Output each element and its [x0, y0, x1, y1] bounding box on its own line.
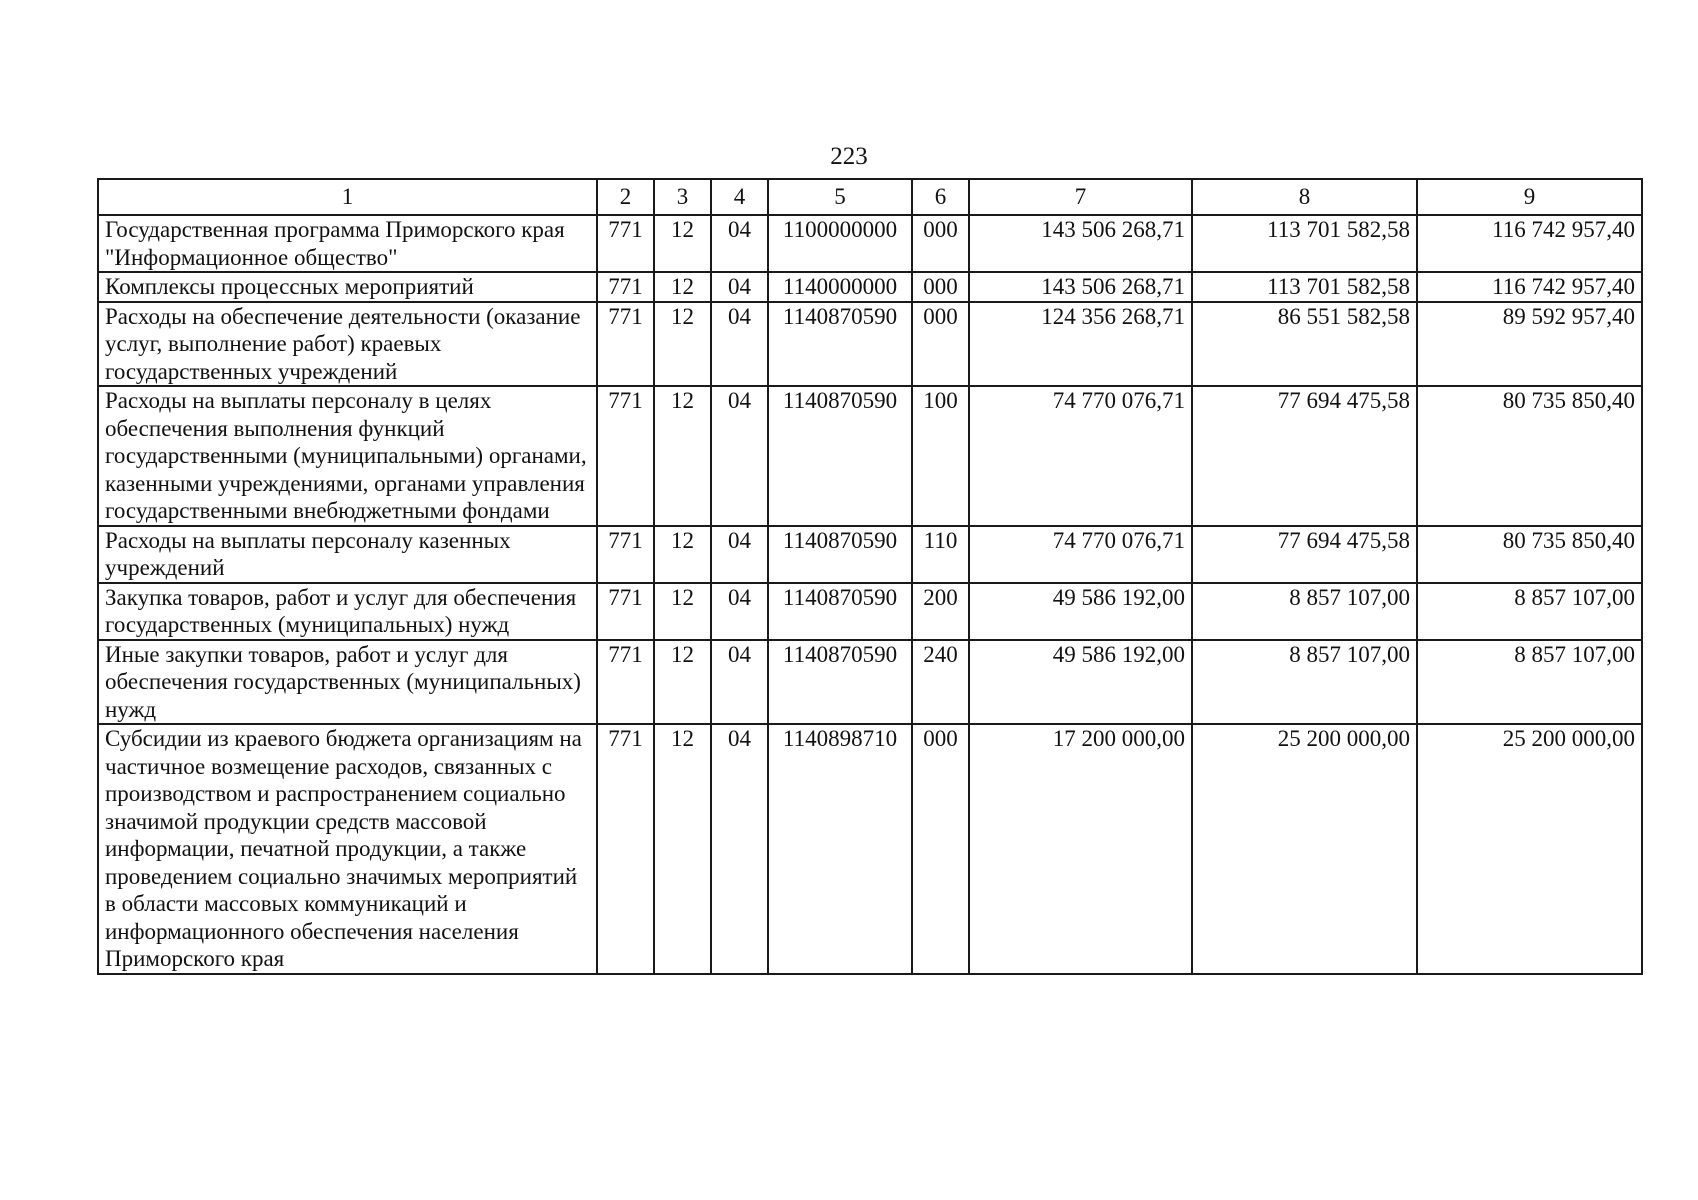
cell-col-5: 1140870590 — [768, 640, 912, 725]
cell-col-6: 240 — [912, 640, 969, 725]
cell-col-3: 12 — [654, 583, 711, 640]
table-row — [98, 724, 1642, 974]
cell-col-4: 04 — [711, 583, 768, 640]
cell-col-8: 8 857 107,00 — [1192, 583, 1417, 640]
cell-col-4: 04 — [711, 526, 768, 583]
row-name: Закупка товаров, работ и услуг для обеспечения государственных (муниципальных) нужд — [98, 583, 597, 640]
cell-col-7: 124 356 268,71 — [969, 302, 1192, 387]
cell-col-8: 25 200 000,00 — [1192, 724, 1417, 974]
table-row — [98, 583, 1642, 640]
table-row — [98, 386, 1642, 526]
row-name: Расходы на обеспечение деятельности (оказание услуг, выполнение работ) краевых государственных учреждений — [98, 302, 597, 387]
cell-col-7: 49 586 192,00 — [969, 640, 1192, 725]
cell-col-4: 04 — [711, 386, 768, 526]
cell-col-6: 200 — [912, 583, 969, 640]
cell-col-7: 74 770 076,71 — [969, 386, 1192, 526]
cell-col-8: 77 694 475,58 — [1192, 386, 1417, 526]
budget-table — [97, 178, 1643, 975]
cell-col-3: 12 — [654, 386, 711, 526]
cell-col-6: 000 — [912, 215, 969, 272]
cell-col-7: 143 506 268,71 — [969, 272, 1192, 302]
cell-col-4: 04 — [711, 302, 768, 387]
table-row — [98, 272, 1642, 302]
cell-col-6: 000 — [912, 302, 969, 387]
cell-col-2: 771 — [597, 302, 654, 387]
cell-col-8: 86 551 582,58 — [1192, 302, 1417, 387]
row-name: Расходы на выплаты персоналу в целях обеспечения выполнения функций государственными (муниципальными) органами, казенными учреждениями, органами управления государственными внебюджетными фондами — [98, 386, 597, 526]
cell-col-4: 04 — [711, 724, 768, 974]
cell-col-8: 77 694 475,58 — [1192, 526, 1417, 583]
cell-col-4: 04 — [711, 640, 768, 725]
cell-col-2: 771 — [597, 215, 654, 272]
row-name: Расходы на выплаты персоналу казенных учреждений — [98, 526, 597, 583]
header-col-9: 9 — [1417, 179, 1642, 215]
header-col-6: 6 — [912, 179, 969, 215]
cell-col-5: 1140898710 — [768, 724, 912, 974]
cell-col-3: 12 — [654, 302, 711, 387]
cell-col-7: 49 586 192,00 — [969, 583, 1192, 640]
row-name: Иные закупки товаров, работ и услуг для обеспечения государственных (муниципальных) нужд — [98, 640, 597, 725]
cell-col-3: 12 — [654, 272, 711, 302]
header-row — [98, 179, 1642, 215]
cell-col-8: 113 701 582,58 — [1192, 272, 1417, 302]
cell-col-5: 1140870590 — [768, 386, 912, 526]
cell-col-2: 771 — [597, 526, 654, 583]
cell-col-6: 000 — [912, 272, 969, 302]
cell-col-5: 1100000000 — [768, 215, 912, 272]
cell-col-7: 74 770 076,71 — [969, 526, 1192, 583]
table-row — [98, 640, 1642, 725]
cell-col-9: 25 200 000,00 — [1417, 724, 1642, 974]
row-name: Субсидии из краевого бюджета организациям на частичное возмещение расходов, связанных с производством и распространением социально значимой продукции средств массовой информации, печатной продукции, а также проведением социально значимых мероприятий в области массовых коммуникаций и информационного обеспечения населения Приморского края — [98, 724, 597, 974]
cell-col-2: 771 — [597, 272, 654, 302]
cell-col-2: 771 — [597, 724, 654, 974]
cell-col-3: 12 — [654, 526, 711, 583]
table-row — [98, 526, 1642, 583]
cell-col-9: 8 857 107,00 — [1417, 583, 1642, 640]
cell-col-5: 1140870590 — [768, 526, 912, 583]
cell-col-5: 1140870590 — [768, 302, 912, 387]
row-name: Государственная программа Приморского края "Информационное общество" — [98, 215, 597, 272]
cell-col-6: 100 — [912, 386, 969, 526]
cell-col-9: 116 742 957,40 — [1417, 272, 1642, 302]
header-col-7: 7 — [969, 179, 1192, 215]
cell-col-4: 04 — [711, 272, 768, 302]
header-col-5: 5 — [768, 179, 912, 215]
cell-col-3: 12 — [654, 724, 711, 974]
cell-col-9: 80 735 850,40 — [1417, 386, 1642, 526]
cell-col-7: 17 200 000,00 — [969, 724, 1192, 974]
page-number: 223 — [830, 143, 868, 170]
cell-col-2: 771 — [597, 583, 654, 640]
cell-col-4: 04 — [711, 215, 768, 272]
cell-col-8: 8 857 107,00 — [1192, 640, 1417, 725]
cell-col-6: 000 — [912, 724, 969, 974]
table-row — [98, 302, 1642, 387]
header-col-2: 2 — [597, 179, 654, 215]
row-name: Комплексы процессных мероприятий — [98, 272, 597, 302]
cell-col-7: 143 506 268,71 — [969, 215, 1192, 272]
cell-col-2: 771 — [597, 640, 654, 725]
cell-col-9: 116 742 957,40 — [1417, 215, 1642, 272]
header-col-4: 4 — [711, 179, 768, 215]
cell-col-6: 110 — [912, 526, 969, 583]
cell-col-5: 1140870590 — [768, 583, 912, 640]
cell-col-2: 771 — [597, 386, 654, 526]
table-row — [98, 215, 1642, 272]
cell-col-9: 80 735 850,40 — [1417, 526, 1642, 583]
cell-col-5: 1140000000 — [768, 272, 912, 302]
header-col-3: 3 — [654, 179, 711, 215]
header-col-1: 1 — [98, 179, 597, 215]
cell-col-9: 8 857 107,00 — [1417, 640, 1642, 725]
header-col-8: 8 — [1192, 179, 1417, 215]
cell-col-8: 113 701 582,58 — [1192, 215, 1417, 272]
cell-col-3: 12 — [654, 215, 711, 272]
cell-col-3: 12 — [654, 640, 711, 725]
cell-col-9: 89 592 957,40 — [1417, 302, 1642, 387]
